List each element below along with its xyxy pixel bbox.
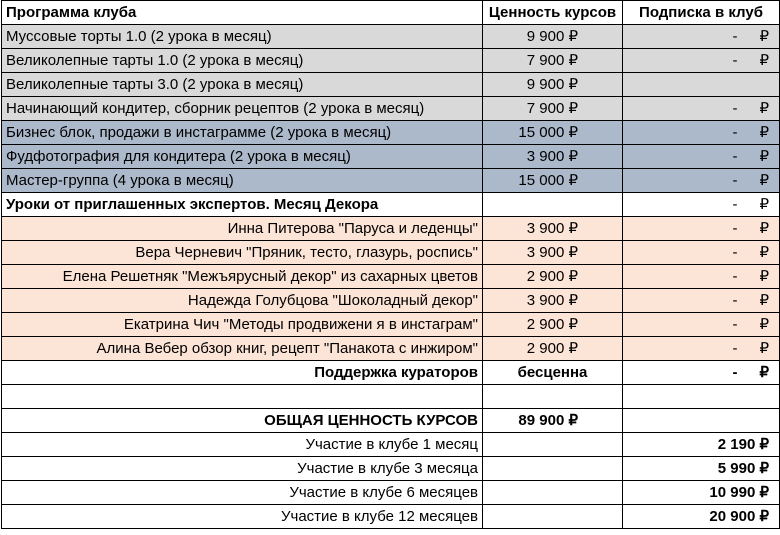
expert-row: [2, 241, 780, 265]
expert-row: [2, 289, 780, 313]
currency-symbol: ₽: [759, 292, 769, 309]
header-program[interactable]: Программа клуба: [2, 1, 483, 25]
dash-symbol: -: [732, 52, 738, 69]
dash-symbol: -: [732, 124, 738, 141]
expert-name-cell[interactable]: Екатрина Чич "Методы продвижени я в инстаграм": [2, 313, 483, 337]
course-value-text: 2 900 ₽: [526, 316, 578, 333]
dash-symbol: -: [732, 172, 738, 189]
course-value-text: 3 900 ₽: [526, 292, 578, 309]
subscription-value: [627, 121, 775, 144]
course-value-cell[interactable]: [483, 145, 623, 169]
subscription-cell[interactable]: [623, 169, 780, 193]
table-body: [2, 1, 780, 529]
course-value-cell[interactable]: [483, 97, 623, 121]
currency-symbol: ₽: [759, 28, 769, 45]
course-row: [2, 145, 780, 169]
expert-name-cell[interactable]: Елена Решетняк "Межъярусный декор" из сахарных цветов: [2, 265, 483, 289]
empty-cell[interactable]: [483, 457, 623, 481]
support-value-cell[interactable]: бесценна: [483, 361, 623, 385]
course-name-cell[interactable]: Бизнес блок, продажи в инстаграмме (2 урока в месяц): [2, 121, 483, 145]
course-value-cell[interactable]: [483, 265, 623, 289]
currency-symbol: ₽: [759, 172, 769, 189]
total-row: [2, 409, 780, 433]
support-label-cell[interactable]: Поддержка кураторов: [2, 361, 483, 385]
plan-row: [2, 481, 780, 505]
currency-symbol: ₽: [759, 124, 769, 141]
subscription-value: [627, 265, 775, 288]
empty-cell[interactable]: [623, 385, 780, 409]
course-value-text: 3 900 ₽: [526, 148, 578, 165]
expert-name-cell[interactable]: Алина Вебер обзор книг, рецепт "Панакота с инжиром": [2, 337, 483, 361]
subscription-cell[interactable]: [623, 313, 780, 337]
subscription-cell[interactable]: [623, 289, 780, 313]
empty-cell[interactable]: [483, 193, 623, 217]
expert-row: [2, 265, 780, 289]
subscription-cell[interactable]: [623, 193, 780, 217]
course-name-cell[interactable]: Муссовые торты 1.0 (2 урока в месяц): [2, 25, 483, 49]
expert-name-cell[interactable]: Надежда Голубцова "Шоколадный декор": [2, 289, 483, 313]
subscription-cell[interactable]: [623, 121, 780, 145]
subscription-cell[interactable]: [623, 241, 780, 265]
course-value-text: 7 900 ₽: [526, 52, 578, 69]
header-subscription[interactable]: Подписка в клуб: [623, 1, 780, 25]
dash-symbol: -: [732, 196, 738, 213]
course-value-text: 7 900 ₽: [526, 100, 578, 117]
empty-cell[interactable]: [483, 481, 623, 505]
subscription-value: [627, 97, 775, 120]
currency-symbol: ₽: [759, 340, 769, 357]
plan-label-cell[interactable]: Участие в клубе 1 месяц: [2, 433, 483, 457]
course-value-text: 3 900 ₽: [526, 244, 578, 261]
subscription-cell[interactable]: [623, 217, 780, 241]
currency-symbol: ₽: [759, 52, 769, 69]
subscription-cell[interactable]: [623, 361, 780, 385]
plan-price-cell[interactable]: 20 900 ₽: [623, 505, 780, 529]
support-row: [2, 361, 780, 385]
empty-cell[interactable]: [2, 385, 483, 409]
course-value-cell[interactable]: [483, 313, 623, 337]
dash-symbol: -: [732, 220, 738, 237]
subscription-value: [627, 241, 775, 264]
course-value-text: 9 900 ₽: [526, 28, 578, 45]
empty-row: [2, 385, 780, 409]
course-value-text: 3 900 ₽: [526, 220, 578, 237]
dash-symbol: -: [732, 148, 738, 165]
expert-row: [2, 313, 780, 337]
empty-cell[interactable]: [483, 433, 623, 457]
course-row: [2, 73, 780, 97]
currency-symbol: ₽: [759, 196, 769, 213]
dash-symbol: -: [732, 364, 738, 381]
currency-symbol: ₽: [759, 148, 769, 165]
course-value-cell[interactable]: [483, 25, 623, 49]
course-value-cell[interactable]: [483, 73, 623, 97]
dash-symbol: -: [732, 316, 738, 333]
subscription-cell[interactable]: [623, 73, 780, 97]
dash-symbol: -: [732, 244, 738, 261]
subscription-value: [627, 313, 775, 336]
subscription-cell[interactable]: [623, 265, 780, 289]
header-value[interactable]: Ценность курсов: [483, 1, 623, 25]
subscription-value: [627, 337, 775, 360]
experts-title-cell[interactable]: Уроки от приглашенных экспертов. Месяц Декора: [2, 193, 483, 217]
expert-name-cell[interactable]: Вера Черневич "Пряник, тесто, глазурь, роспись": [2, 241, 483, 265]
total-label-cell[interactable]: ОБЩАЯ ЦЕННОСТЬ КУРСОВ: [2, 409, 483, 433]
course-value-cell[interactable]: [483, 121, 623, 145]
subscription-cell[interactable]: [623, 49, 780, 73]
course-value-text: 9 900 ₽: [526, 76, 578, 93]
course-value-text: 15 000 ₽: [518, 124, 578, 141]
subscription-value: [627, 193, 775, 216]
course-name-cell[interactable]: Фудфотография для кондитера (2 урока в месяц): [2, 145, 483, 169]
plan-label-cell[interactable]: Участие в клубе 3 месяца: [2, 457, 483, 481]
course-name-cell[interactable]: Великолепные тарты 3.0 (2 урока в месяц): [2, 73, 483, 97]
plan-label-cell[interactable]: Участие в клубе 6 месяцев: [2, 481, 483, 505]
subscription-value: [627, 289, 775, 312]
course-name-cell[interactable]: Великолепные тарты 1.0 (2 урока в месяц): [2, 49, 483, 73]
course-value-text: 2 900 ₽: [526, 268, 578, 285]
plan-label-cell[interactable]: Участие в клубе 12 месяцев: [2, 505, 483, 529]
experts-title-row: [2, 193, 780, 217]
course-value-text: 2 900 ₽: [526, 340, 578, 357]
club-program-table: [1, 0, 780, 529]
subscription-value: [627, 25, 775, 48]
subscription-value: [627, 145, 775, 168]
course-row: [2, 49, 780, 73]
header-row: [2, 1, 780, 25]
course-value-cell[interactable]: [483, 169, 623, 193]
empty-cell[interactable]: [623, 409, 780, 433]
course-name-cell[interactable]: Начинающий кондитер, сборник рецептов (2 урока в месяц): [2, 97, 483, 121]
course-row: [2, 97, 780, 121]
empty-cell[interactable]: [483, 385, 623, 409]
subscription-cell[interactable]: [623, 97, 780, 121]
dash-symbol: -: [732, 100, 738, 117]
subscription-value: [627, 169, 775, 192]
subscription-cell[interactable]: [623, 337, 780, 361]
dash-symbol: -: [732, 268, 738, 285]
dash-symbol: -: [732, 292, 738, 309]
course-row: [2, 121, 780, 145]
subscription-value: [627, 217, 775, 240]
course-value-cell[interactable]: [483, 217, 623, 241]
course-value-text: 15 000 ₽: [518, 172, 578, 189]
subscription-cell[interactable]: [623, 145, 780, 169]
course-value-cell[interactable]: [483, 409, 623, 433]
course-name-cell[interactable]: Мастер-группа (4 урока в месяц): [2, 169, 483, 193]
empty-cell[interactable]: [483, 505, 623, 529]
dash-symbol: -: [732, 28, 738, 45]
course-value-cell[interactable]: [483, 289, 623, 313]
course-value-cell[interactable]: [483, 49, 623, 73]
course-value-cell[interactable]: [483, 241, 623, 265]
currency-symbol: ₽: [759, 244, 769, 261]
expert-row: [2, 217, 780, 241]
currency-symbol: ₽: [759, 316, 769, 333]
subscription-cell[interactable]: [623, 25, 780, 49]
currency-symbol: ₽: [759, 220, 769, 237]
plan-row: [2, 433, 780, 457]
plan-price-cell[interactable]: 5 990 ₽: [623, 457, 780, 481]
course-value-text: 89 900 ₽: [518, 412, 578, 429]
course-row: [2, 25, 780, 49]
subscription-value: [627, 361, 775, 384]
course-row: [2, 169, 780, 193]
dash-symbol: -: [732, 340, 738, 357]
currency-symbol: ₽: [759, 100, 769, 117]
course-value-cell[interactable]: [483, 337, 623, 361]
currency-symbol: ₽: [759, 364, 769, 381]
currency-symbol: ₽: [759, 268, 769, 285]
plan-price-cell[interactable]: 2 190 ₽: [623, 433, 780, 457]
subscription-value: [627, 49, 775, 72]
expert-name-cell[interactable]: Инна Питерова "Паруса и леденцы": [2, 217, 483, 241]
expert-row: [2, 337, 780, 361]
plan-row: [2, 505, 780, 529]
plan-price-cell[interactable]: 10 990 ₽: [623, 481, 780, 505]
plan-row: [2, 457, 780, 481]
